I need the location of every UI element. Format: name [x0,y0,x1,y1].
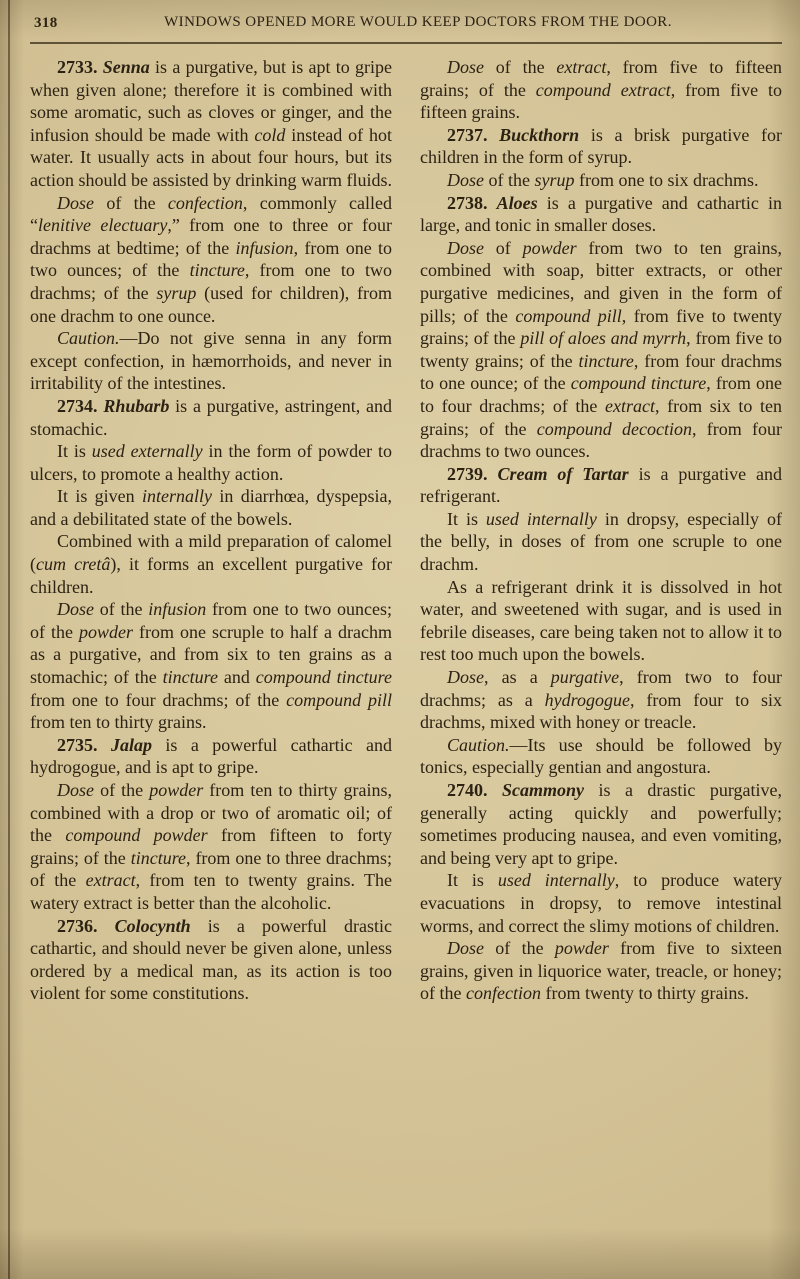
page-number: 318 [34,15,58,31]
text-segment: used internally [497,870,615,891]
paragraph [420,237,782,463]
paragraph [30,598,392,734]
text-segment: 2735. [57,734,111,755]
text-segment: , from one to two ounces; of the [30,237,393,281]
text-segment: 2733. [57,57,103,77]
text-segment: , from five to fifteen grains; of the [420,57,782,100]
text-segment: extract [605,395,656,416]
text-segment: from ten to thirty grains, combined with a drop or two of aromatic oil; of the [30,780,393,846]
text-segment: compound decoction [536,418,692,439]
text-segment: It is [447,508,486,529]
text-segment: Caution. [447,734,510,755]
text-segment: of the [94,780,150,800]
text-segment: is a brisk purgative for children in the form of syrup. [420,124,782,168]
paragraph [30,915,392,1005]
text-segment: tincture [189,260,245,281]
text-segment: is a purgative, but is apt to gripe when given alone; therefore it is combined with some aromatic, such as cloves or ginger, and the infusion should be made with [30,57,392,145]
text-segment: 2739. [447,463,498,484]
text-segment: It is given [57,486,143,507]
text-segment: is a powerful drastic cathartic, and should never be given alone, unless ordered by a medical man, as its action is too violent for some constitutions. [30,915,393,1004]
text-segment: from twenty to thirty grains. [540,983,749,1004]
paragraph [30,327,392,395]
text-columns [30,56,782,1005]
keyword: Scammony [501,780,584,800]
paragraph [420,56,782,124]
paragraph [420,576,782,666]
text-segment: compound tincture [255,667,392,688]
text-segment: from fifteen to forty grains; of the [30,825,393,868]
text-segment: of the [484,938,555,959]
text-segment: is a drastic purgative, generally acting quickly and powerfully; sometimes producing nausea, and even vomiting, and being very apt to gripe. [420,780,783,868]
text-segment: cum cretâ [36,554,111,575]
text-segment: powder [79,621,134,642]
keyword: Aloes [496,192,538,213]
keyword: Senna [102,57,150,77]
text-segment: syrup [156,282,197,303]
paragraph [30,395,392,440]
paragraph [420,779,782,869]
paragraph [30,734,392,779]
text-segment: 2734. [57,395,104,416]
text-segment: instead of hot water. It usually acts in about four hours, but its action should be assisted by drinking warm fluids. [30,124,392,190]
text-segment: is a powerful cathartic and hydrogogue, and is apt to gripe. [30,734,393,778]
text-segment: It is [57,441,92,462]
text-segment: , as a [484,667,551,688]
text-segment: compound tincture [570,373,707,394]
text-segment: Caution. [57,328,120,349]
text-segment: , from one to four drachms; of the [420,373,782,416]
text-segment: extract [85,870,136,891]
text-segment: is a purgative, astringent, and stomachic. [30,395,392,439]
keyword: Colocynth [114,915,191,936]
text-segment: confection [167,192,243,213]
text-segment: from one to four drachms; of the [30,689,287,710]
text-segment: internally [142,486,213,507]
keyword: Jalap [110,734,152,755]
paragraph [420,869,782,937]
column-right [420,56,782,1005]
text-segment: cold [254,124,286,145]
paragraph [30,192,392,328]
keyword: Buckthorn [499,124,580,145]
text-segment: Dose [447,667,484,688]
text-segment: syrup [534,169,575,190]
text-segment: of [484,237,523,258]
text-segment: confection [465,983,541,1004]
paragraph [30,56,392,192]
text-segment: , commonly called “ [30,192,392,236]
paragraph [420,937,782,1005]
text-segment: infusion [148,599,207,620]
text-segment: Dose [447,938,484,959]
text-segment: 2738. [447,192,497,213]
text-segment: Dose [447,237,484,258]
paragraph [420,192,782,237]
text-segment: from five to sixteen grains, given in liquorice water, treacle, or honey; of the [420,938,783,1004]
column-left [30,56,392,1005]
paragraph [420,463,782,508]
text-segment: Combined with a mild preparation of calomel ( [30,531,392,575]
text-segment: compound extract [535,79,671,100]
text-segment: Dose [57,599,94,620]
text-segment: and [217,667,256,688]
text-segment: tincture [578,350,634,371]
paragraph [420,124,782,169]
paragraph [420,508,782,576]
text-segment: Dose [57,780,94,800]
text-segment: compound pill [286,689,392,710]
text-segment: purgative [550,667,620,688]
running-title: WINDOWS OPENED MORE WOULD KEEP DOCTORS FROM THE DOOR. [164,14,672,30]
text-segment: is a purgative and cathartic in large, and tonic in smaller doses. [420,192,783,236]
text-segment: infusion [235,237,294,258]
text-segment: powder [554,938,609,959]
paragraph [420,666,782,734]
text-segment: , from five to twenty grains; of the [420,305,782,349]
text-segment: powder [149,780,204,800]
text-segment: , from four drachms to one ounce; of the [420,350,782,394]
text-segment: Dose [447,169,484,190]
text-segment: lenitive electuary [38,215,168,236]
text-segment: used internally [485,508,597,529]
text-segment: , from five to twenty grains; of the [420,328,783,371]
text-segment: tincture [162,667,218,688]
text-segment: from one to six drachms. [574,169,759,190]
text-segment: , from five to fifteen grains. [420,79,782,123]
text-segment: pill of aloes and myrrh [520,328,687,349]
text-segment: Dose [447,57,484,77]
text-segment: , from ten to twenty grains. The watery extract is better than the alcoholic. [30,870,393,913]
text-segment: of the [94,192,168,213]
paragraph [30,440,392,485]
text-segment: of the [484,169,535,190]
text-segment: in diarrhœa, dyspepsia, and a debilitated state of the bowels. [30,486,392,529]
text-segment: from one scruple to half a drachm as a purgative, and from six to ten grains as a stomachic; of the [30,621,393,688]
text-segment: of the [94,599,149,620]
text-segment: , from four drachms to two ounces. [420,418,782,462]
text-segment: ,” from one to three or four drachms at bedtime; of the [30,215,392,258]
text-segment: , from four to six drachms, mixed with honey or treacle. [420,689,783,733]
text-segment: , from six to ten grains; of the [420,395,782,439]
text-segment: powder [522,237,577,258]
text-segment: tincture [130,847,187,868]
left-edge-line [8,0,10,1279]
text-segment: in dropsy, especially of the belly, in doses of from one scruple to one drachm. [420,508,782,575]
text-segment: from two to ten grains, combined with soap, bitter extracts, or other purgative medicines, and given in the form of pills; of the [420,237,782,326]
text-segment: extract [556,57,607,77]
text-segment: compound powder [65,825,208,846]
text-segment: , from one to three drachms; of the [30,847,392,891]
text-segment: —Do not give senna in any form except confection, in hæmorrhoids, and never in irritability of the intestines. [30,328,392,394]
text-segment: of the [484,57,557,77]
text-segment: Dose [57,192,94,213]
keyword: Cream of Tartar [497,463,629,484]
text-segment: ), it forms an excellent purgative for children. [30,554,393,597]
text-segment: in the form of powder to ulcers, to promote a healthy action. [30,441,392,484]
text-segment: compound pill [515,305,622,326]
text-segment: , from two to four drachms; as a [420,667,783,710]
text-segment: 2740. [447,780,502,800]
paragraph [30,779,392,915]
header-rule [30,42,782,44]
paragraph [30,530,392,598]
text-segment: used externally [91,441,203,462]
text-segment: is a purgative and refrigerant. [420,463,783,507]
text-segment: 2737. [447,124,500,145]
text-segment: —Its use should be followed by tonics, especially gentian and angostura. [420,734,782,778]
text-segment: As a refrigerant drink it is dissolved in hot water, and sweetened with sugar, and is used in febrile diseases, care being taken not to allow it to rest too much upon the bowels. [420,576,782,665]
paragraph [30,485,392,530]
text-segment: from one to two ounces; of the [30,599,392,642]
text-segment: 2736. [57,915,115,936]
text-segment: , from one to two drachms; of the [30,260,392,303]
paragraph [420,734,782,779]
page-header [30,14,782,40]
text-segment: from ten to thirty grains. [30,712,207,733]
text-segment: (used for children), from one drachm to one ounce. [30,282,393,326]
text-segment: , to produce watery evacuations in dropsy, to remove intestinal worms, and correct the slimy motions of children. [420,870,782,936]
text-segment: hydrogogue [544,689,630,710]
text-segment: It is [447,870,498,891]
paragraph [420,169,782,192]
keyword: Rhubarb [103,395,170,416]
